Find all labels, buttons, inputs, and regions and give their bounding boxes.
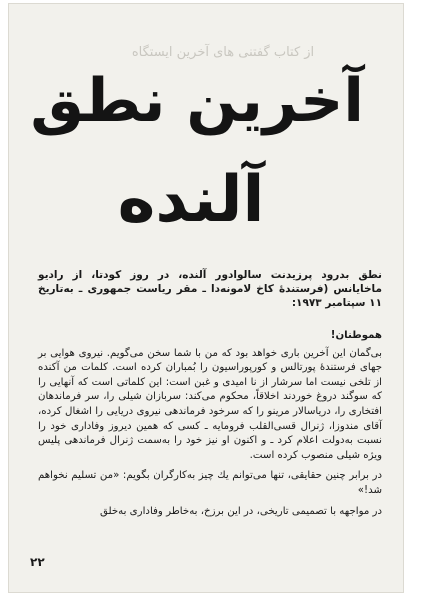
title-line-1: آخرین نطق: [30, 66, 364, 136]
paragraph-2: در برابر چنین حقایقی، تنها می‌توانم یك چیز به‌کارگران بگویم: «من تسلیم نخواهم شد!»: [38, 470, 382, 496]
paragraph-1: بی‌گمان این آخرین باری خواهد بود که من با شما سخن می‌گویم. نیروی هوایی بر جهای فرستندهٔ پورتالس و کورپوراسیون را بُمباران کرده است. کلمات من آکنده از تلخی نیست اما سرشار از نا امیدی و غبن است: این کلماتی است که آنهایی را که سوگند دروغ خوردند اخلاقاً، محکوم می‌کند: سربازان شیلی را، سر فرماندهان افتخاری را، دریاسالار مرینو را که سرخود فرماندهی نیروی دریایی را اشغال کرده، آقای مندوزا، ژنرال قسی‌القلب فرومایه ـ کسی که همین دیروز وفاداری خود را نسبت به‌دولت اعلام کرد ـ و اکنون او نیز خود را به‌سمت ژنرال فرماندهی پلیس ویژه شیلی منصوب کرده است.: [38, 347, 382, 461]
faded-header-text: از کتاب گفتنی های آخرین ایستگاه: [131, 45, 315, 60]
title-line-2: آلنده: [117, 163, 265, 237]
page-number: ۲۲: [30, 555, 45, 569]
paragraph-3: در مواجهه با تصمیمی تاریخی، در این برزخ، به‌خاطر وفاداری به‌خلق: [99, 505, 382, 517]
intro-paragraph: نطق بدرود پرزیدنت سالوادور آلنده، در روز کودتا، از رادیو ماخایانس (فرستندهٔ کاخ لامونه‌دا ـ مقر ریاست جمهوری ـ به‌تاریخ ۱۱ سپتامبر ۱۹۷۳:: [38, 269, 382, 309]
document-page: [8, 3, 404, 593]
greeting: هموطنان!: [330, 330, 382, 341]
speech-body: [38, 329, 382, 525]
